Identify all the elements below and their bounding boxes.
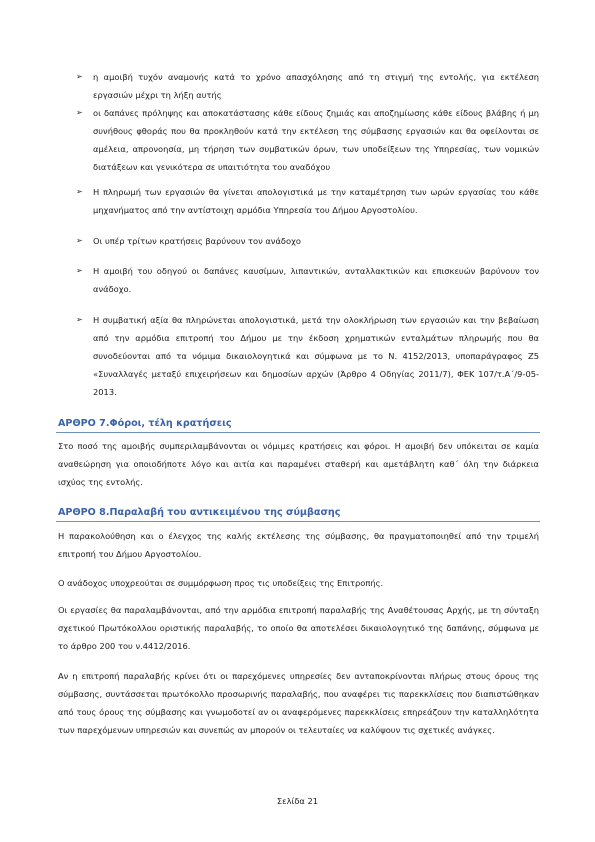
bullet-item [76, 68, 539, 104]
bullet-text: η αμοιβή τυχόν αναμονής κατά το χρόνο απασχόλησης από τη στιγμή της εντολής, για εκτέλεση εργασιών μέχρι τη λήξη αυτής [93, 72, 539, 100]
bullet-item [76, 262, 539, 298]
arrow-bullet-icon: ➢ [76, 236, 83, 245]
article-8-paragraph: Ο ανάδοχος υποχρεούται σε συμμόρφωση προς τις υποδείξεις της Επιτροπής. [58, 578, 384, 588]
bullet-item [76, 104, 539, 176]
article-8-paragraph: Η παρακολούθηση και ο έλεγχος της καλής εκτέλεσης της σύμβασης, θα πραγματοποιηθεί από την τριμελή επιτροπή του Δήμου Αργοστολίου. [58, 531, 539, 559]
article-8-paragraph: Αν η επιτροπή παραλαβής κρίνει ότι οι παρεχόμενες υπηρεσίες δεν ανταποκρίνονται πλήρως στους όρους της σύμβασης, συντάσσεται πρωτόκολλο προσωρινής παραλαβής, που αναφέρει τις παρεκκλίσεις που διαπιστώθηκαν από τους όρους της σύμβασης και γνωμοδοτεί αν οι αναφερόμενες παρεκκλίσεις επηρεάζουν την καταλληλότητα των παρεχόμενων υπηρεσιών και συνεπώς αν μπορούν οι τελευταίες να καλύψουν τις σχετικές ανάγκες. [58, 671, 539, 735]
bullet-text: Οι υπέρ τρίτων κρατήσεις βαρύνουν τον ανάδοχο [93, 236, 301, 246]
bullet-item [76, 232, 539, 250]
page-number: Σελίδα 21 [276, 796, 319, 806]
bullet-item [76, 183, 539, 219]
article-8-heading: ΑΡΘΡΟ 8.Παραλαβή του αντικειμένου της σύμβασης [56, 505, 540, 522]
bullet-item [76, 311, 539, 401]
arrow-bullet-icon: ➢ [76, 266, 83, 275]
bullet-text: Η πληρωμή των εργασιών θα γίνεται απολογιστικά με την καταμέτρηση των ωρών εργασίας του κάθε μηχανήματος από την αντίστοιχη αρμόδια Υπηρεσία του Δήμου Αργοστολίου. [93, 187, 539, 215]
article-7-heading: ΑΡΘΡΟ 7.Φόροι, τέλη κρατήσεις [56, 416, 540, 433]
arrow-bullet-icon: ➢ [76, 315, 83, 324]
bullet-text: Η αμοιβή του οδηγού οι δαπάνες καυσίμων, λιπαντικών, ανταλλακτικών και επισκευών βαρύνουν τον ανάδοχο. [93, 266, 539, 294]
article-7-paragraph: Στο ποσό της αμοιβής συμπεριλαμβάνονται οι νόμιμες κρατήσεις και φόροι. Η αμοιβή δεν υπόκειται σε καμία αναθεώρηση για οποιοδήποτε λόγο και αιτία και παραμένει σταθερή και αμετάβλητη καθ΄ όλη την διάρκεια ισχύος της εντολής. [58, 441, 539, 487]
article-8-paragraph: Οι εργασίες θα παραλαμβάνονται, από την αρμόδια επιτροπή παραλαβής της Αναθέτουσας Αρχής, με τη σύνταξη σχετικού Πρωτόκολλου οριστικής παραλαβής, το οποίο θα αποτελέσει δικαιολογητικό της δαπάνης, σύμφωνα με το άρθρο 200 του ν.4412/2016. [58, 605, 539, 651]
bullet-text: οι δαπάνες πρόληψης και αποκατάστασης κάθε είδους ζημιάς και αποζημίωσης κάθε είδους βλάβης ή μη συνήθους φθοράς που θα προκληθούν κατά την εκτέλεση της σύμβασης εργασιών και θα οφείλονται σε αμέλεια, απρονοησία, μη τήρηση των συμβατικών όρων, των υποδείξεων της Υπηρεσίας, των νομικών διατάξεων και γενικότερα σε υπαιτιότητα του αναδόχου [93, 108, 539, 172]
bullet-text: Η συμβατική αξία θα πληρώνεται απολογιστικά, μετά την ολοκλήρωση των εργασιών και την βεβαίωση από την αρμόδια επιτροπή του Δήμου με την έκδοση χρηματικών ενταλμάτων πληρωμής που θα συνοδεύονται από τα νόμιμα δικαιολογητικά και σύμφωνα με το Ν. 4152/2013, υποπαράγραφος Ζ5 «Συναλλαγές μεταξύ επιχειρήσεων και δημοσίων αρχών (Άρθρο 4 Οδηγίας 2011/7), ΦΕΚ 107/τ.Α΄/9-05-2013. [93, 315, 539, 397]
arrow-bullet-icon: ➢ [76, 108, 83, 117]
arrow-bullet-icon: ➢ [76, 72, 83, 81]
arrow-bullet-icon: ➢ [76, 187, 83, 196]
